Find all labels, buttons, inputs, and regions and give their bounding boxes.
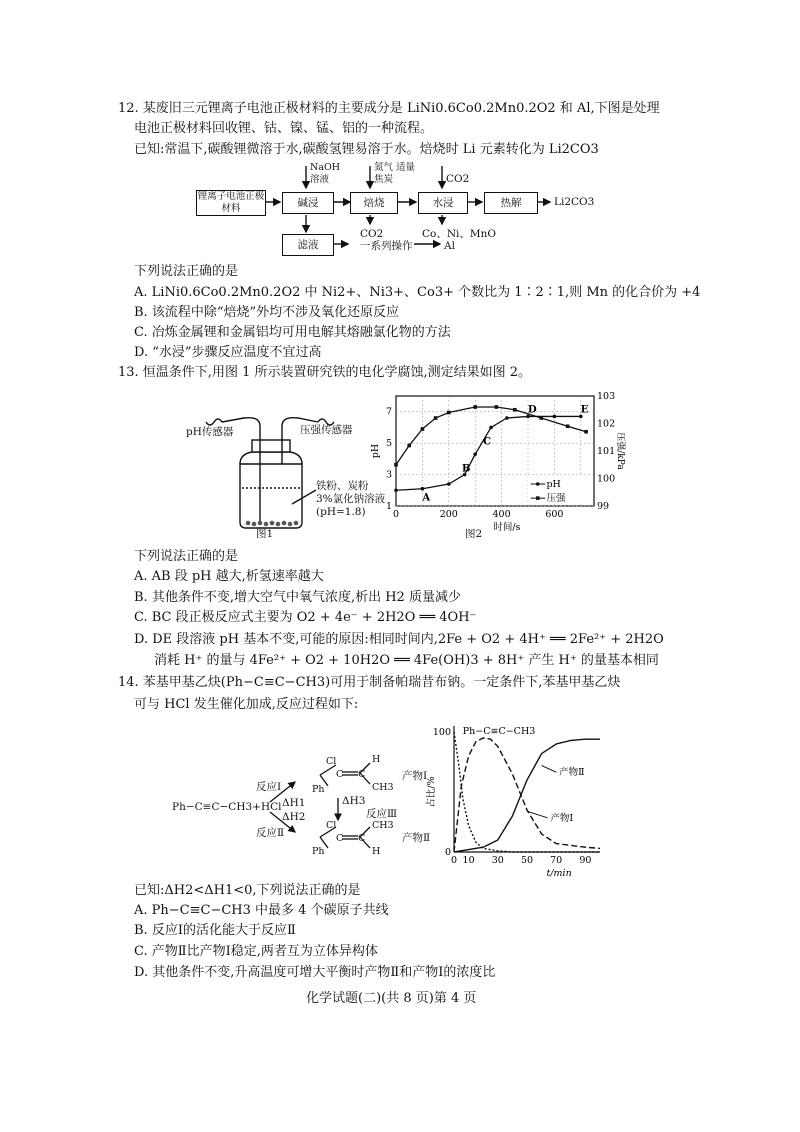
fig1-ph-sensor-label: pH传感器 — [186, 426, 234, 438]
chart2-x-tick-label: 70 — [550, 855, 563, 866]
q14-known: 已知:ΔH2<ΔH1<0,下列说法正确的是 — [134, 883, 361, 898]
q14-chart — [420, 712, 620, 880]
flow-roast-box: 焙烧 — [350, 192, 398, 214]
chart1-ph-point — [489, 426, 493, 430]
scheme-product1-label: 产物Ⅰ — [402, 770, 428, 782]
chart1-y2-tick-label: 102 — [597, 418, 616, 430]
chart1-y-tick-label: 3 — [385, 469, 392, 481]
scheme-dh3-label: ΔH3 — [342, 795, 366, 807]
chart2-y-axis-label: 占比/% — [426, 776, 437, 808]
chart2-x-axis-label: t/min — [546, 868, 572, 879]
chart1-annotation: A — [422, 492, 431, 504]
q12-line1: 12. 某废旧三元锂离子电池正极材料的主要成分是 LiNi0.6Co0.2Mn0.2O2 和 Al,下图是处理 — [118, 101, 660, 116]
page-footer: 化学试题(二)(共 8 页)第 4 页 — [306, 991, 477, 1006]
chart1-ph-point — [553, 415, 557, 419]
chart2-reactant-line — [454, 732, 600, 852]
chart1-ph-point — [473, 452, 477, 456]
fig1-caption: 图1 — [256, 528, 274, 540]
q14-option-b: B. 反应Ⅰ的活化能大于反应Ⅱ — [134, 923, 296, 938]
chart1-y-tick-label: 1 — [385, 501, 392, 512]
scheme-dh2-label: ΔH2 — [282, 811, 306, 823]
svg-text:Cl: Cl — [326, 756, 337, 767]
q14-line2: 可与 HCl 发生催化加成,反应过程如下: — [134, 697, 359, 712]
chart2-x-tick-label: 30 — [491, 855, 504, 866]
chart1-pressure-point — [394, 463, 398, 467]
scheme-dh1-label: ΔH1 — [282, 797, 306, 809]
svg-text:CH3: CH3 — [372, 782, 394, 793]
q12-option-d: D. “水浸”步骤反应温度不宜过高 — [134, 345, 322, 360]
svg-text:H: H — [372, 754, 381, 765]
q12-option-a: A. LiNi0.6Co0.2Mn0.2O2 中 Ni2+、Ni3+、Co3+ 个数比为 1∶2∶1,则 Mn 的化合价为 +4 — [134, 285, 701, 300]
chart1-y2-tick-label: 101 — [597, 446, 616, 457]
chart1-x-tick-label: 200 — [439, 509, 458, 520]
q13-line1: 13. 恒温条件下,用图 1 所示装置研究铁的电化学腐蚀,测定结果如图 2。 — [118, 365, 532, 380]
q14-option-a: A. Ph−C≡C−CH3 中最多 4 个碳原子共线 — [134, 903, 389, 918]
chart1-x-tick-label: 600 — [545, 509, 564, 520]
q13-option-d-line1: D. DE 段溶液 pH 基本不变,可能的原因:相同时间内,2Fe + O2 + 4H⁺ ══ 2Fe²⁺ + 2H2O — [134, 632, 664, 647]
chart1-y2-axis-label: 压强/kPa — [615, 432, 625, 470]
chart2-y-tick-label: 100 — [432, 727, 451, 738]
svg-text:Cl: Cl — [326, 820, 337, 831]
chart1-pressure-point — [473, 405, 477, 409]
chart1-pressure-point — [407, 444, 411, 448]
fig1-content-line3: (pH=1.8) — [316, 506, 366, 518]
fig2-chart — [366, 384, 626, 544]
svg-text:CH3: CH3 — [372, 820, 394, 831]
scheme-reaction2-label: 反应Ⅱ — [256, 827, 285, 839]
chart1-y-axis-label: pH — [370, 443, 381, 459]
chart1-ph-point — [447, 482, 451, 486]
chart1-annotation: D — [528, 404, 537, 416]
scheme-reaction3-label: 反应Ⅲ — [366, 808, 398, 820]
chart1-annotation: B — [462, 463, 471, 475]
chart1-x-axis-label: 时间/s — [493, 522, 521, 533]
fig1-content-line2: 3%氯化钠溶液 — [316, 493, 386, 505]
svg-text:C: C — [336, 769, 344, 780]
chart2-product1-line — [454, 738, 600, 852]
chart1-annotation: C — [483, 436, 492, 448]
chart1-legend-ph-marker — [536, 482, 540, 486]
q12-option-b: B. 该流程中除“焙烧”外均不涉及氧化还原反应 — [134, 305, 400, 320]
chart1-x-tick-label: 0 — [392, 509, 400, 520]
flow-pyrolysis-box: 热解 — [484, 192, 538, 214]
chart1-y-tick-label: 5 — [385, 438, 392, 450]
flow-start-box: 锂离子电池正极材料 — [197, 191, 265, 214]
fig1-pressure-sensor-label: 压强传感器 — [300, 424, 353, 436]
svg-text:C: C — [336, 833, 344, 844]
chart1-pressure-point — [421, 427, 425, 431]
chart2-y-tick-label: 0 — [444, 847, 451, 858]
chart1-legend-pressure-marker — [536, 496, 540, 500]
svg-text:H: H — [372, 846, 381, 857]
chart1-x-tick-label: 400 — [492, 509, 511, 520]
chart2-x-tick-label: 50 — [520, 855, 534, 866]
chart1-pressure-point — [513, 408, 517, 412]
flow-reagent-naoh: NaOH溶液 — [310, 162, 341, 185]
chart2-product2-line — [454, 739, 600, 852]
q12-option-c: C. 冶炼金属锂和金属铝均可用电解其熔融氯化物的方法 — [134, 325, 451, 340]
chart1-ph-point — [505, 416, 509, 420]
scheme-reactant: Ph−C≡C−CH3+HCl — [172, 801, 282, 813]
flow-reagent-n2-coke: 氮气 适量焦炭 — [374, 162, 416, 185]
chart1-legend-ph-label: pH — [546, 479, 561, 490]
chart1-pressure-point — [447, 411, 451, 415]
q13-option-a: A. AB 段 pH 越大,析氢速率越大 — [134, 569, 324, 584]
chart2-annotation-reactant: Ph−C≡C−CH3 — [462, 726, 536, 737]
svg-text:Ph: Ph — [312, 846, 325, 857]
chart1-y2-tick-label: 99 — [597, 501, 610, 512]
chart2-x-tick-label: 90 — [579, 855, 592, 866]
q12-line2: 电池正极材料回收锂、钴、镍、锰、铝的一种流程。 — [134, 121, 434, 136]
svg-text:C: C — [358, 769, 366, 780]
q12-stem: 下列说法正确的是 — [134, 264, 239, 279]
svg-text:Ph: Ph — [312, 784, 325, 795]
flow-out-solids: Co、Ni、MnO — [422, 228, 497, 240]
chart2-x-tick-label: 10 — [462, 855, 475, 866]
chart1-pressure-point — [539, 416, 543, 420]
fig1-content-line1: 铁粉、炭粉 — [316, 480, 369, 492]
flow-out-co2: CO2 — [360, 228, 384, 240]
chart2-annotation-product2-pointer — [542, 766, 557, 773]
flow-filtrate-box: 滤液 — [282, 234, 334, 256]
chart1-pressure-point — [584, 430, 588, 434]
q13-option-d-line2: 消耗 H⁺ 的量与 4Fe²⁺ + O2 + 10H2O ══ 4Fe(OH)3 + 8H⁺ 产生 H⁺ 的量基本相同 — [154, 653, 659, 668]
chart1-y2-tick-label: 103 — [597, 391, 616, 402]
svg-text:C: C — [358, 833, 366, 844]
chart2-annotation-product2: 产物Ⅱ — [559, 767, 585, 779]
chart2-annotation-product1-pointer — [527, 811, 547, 818]
q13-option-c: C. BC 段正极反应式主要为 O2 + 4e⁻ + 2H2O ══ 4OH⁻ — [134, 610, 477, 625]
flow-alkali-leach-box: 碱浸 — [282, 192, 334, 214]
scheme-reaction1-label: 反应Ⅰ — [256, 781, 282, 793]
chart1-pressure-point — [566, 424, 570, 428]
chart2-x-tick-label: 0 — [450, 855, 458, 866]
chart1-legend-pressure-label: 压强 — [546, 493, 566, 505]
chart1-ph-point — [421, 487, 425, 491]
q13-option-b: B. 其他条件不变,增大空气中氧气浓度,析出 H2 质量减少 — [134, 590, 461, 605]
scheme-product2-label: 产物Ⅱ — [402, 832, 431, 844]
fig2-caption: 图2 — [465, 528, 483, 540]
chart2-annotation-product1: 产物Ⅰ — [550, 812, 574, 824]
chart1-annotation: E — [580, 404, 589, 416]
chart1-pressure-point — [495, 405, 499, 409]
chart1-y-tick-label: 7 — [385, 406, 392, 418]
q14-option-c: C. 产物Ⅱ比产物Ⅰ稳定,两者互为立体异构体 — [134, 944, 378, 959]
chart1-y2-tick-label: 100 — [597, 473, 616, 485]
flow-product-li2co3: Li2CO3 — [554, 196, 595, 208]
flow-series-op: 一系列操作 — [360, 240, 413, 252]
q12-line3: 已知:常温下,碳酸锂微溶于水,碳酸氢锂易溶于水。焙烧时 Li 元素转化为 Li2CO3 — [134, 142, 599, 157]
q14-line1: 14. 苯基甲基乙炔(Ph−C≡C−CH3)可用于制备帕瑞昔布钠。一定条件下,苯基甲基乙炔 — [118, 675, 621, 690]
flow-out-al: Al — [444, 240, 455, 252]
flow-reagent-co2: CO2 — [446, 173, 470, 185]
q14-option-d: D. 其他条件不变,升高温度可增大平衡时产物Ⅱ和产物Ⅰ的浓度比 — [134, 965, 496, 980]
chart1-ph-point — [394, 488, 398, 492]
flow-water-leach-box: 水浸 — [418, 192, 468, 214]
q13-stem: 下列说法正确的是 — [134, 549, 239, 564]
chart1-pressure-point — [434, 416, 438, 420]
